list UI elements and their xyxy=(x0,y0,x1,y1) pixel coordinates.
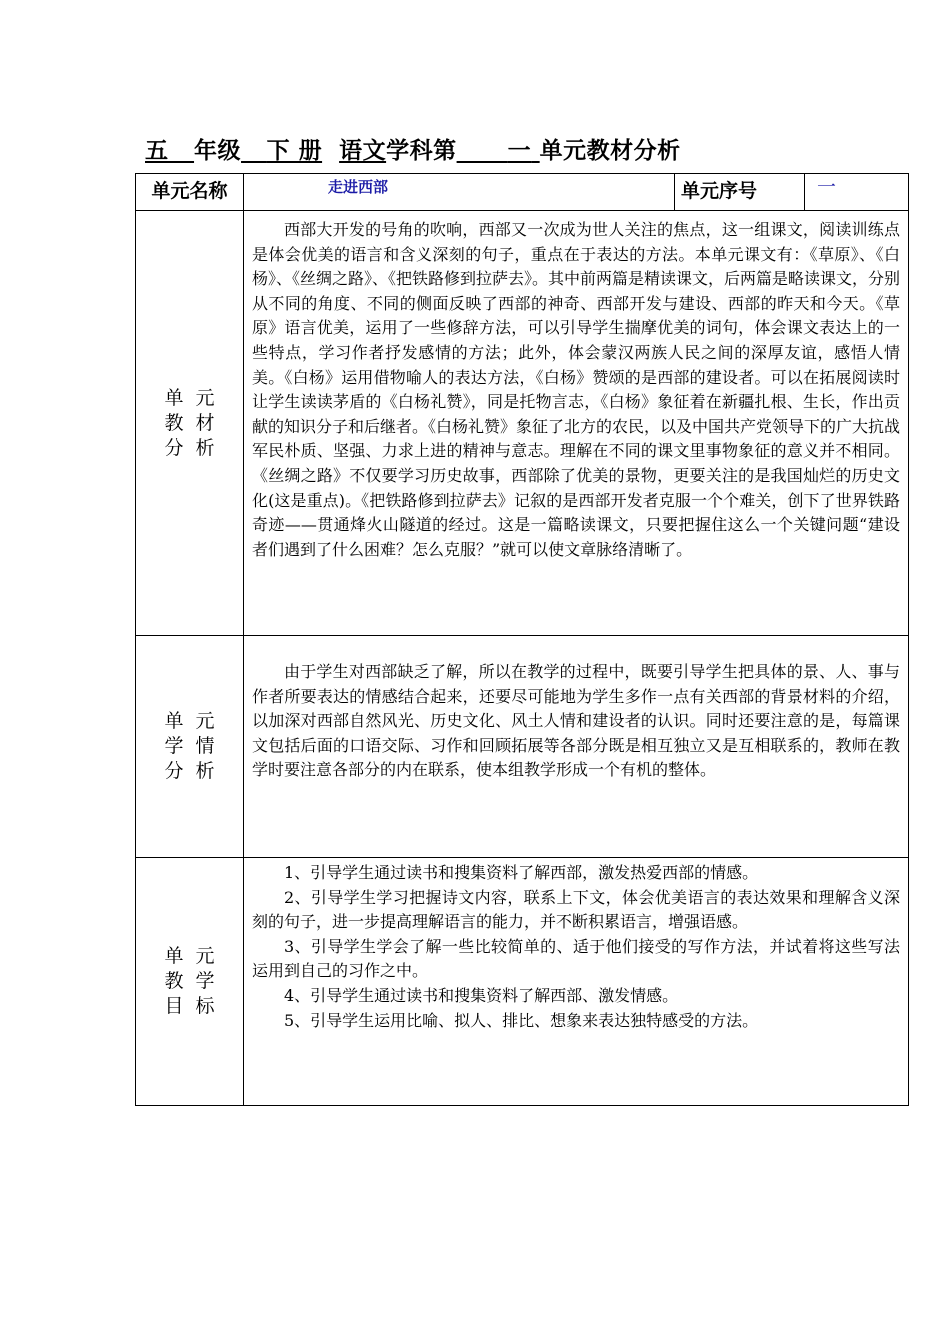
title-gap-4 xyxy=(457,134,508,168)
section-label-line: 单元 xyxy=(164,386,227,409)
title-gap-2 xyxy=(241,134,267,168)
section-label-line: 教材 xyxy=(164,411,227,434)
goal-item: 1、引导学生通过读书和搜集资料了解西部，激发热爱西部的情感。 xyxy=(284,863,759,882)
title-term: 下 册 xyxy=(266,138,323,164)
section-label-line: 目标 xyxy=(164,995,227,1017)
section-label-line: 分析 xyxy=(164,436,227,459)
title-gap-1 xyxy=(169,134,195,168)
unit-name-label: 单元名称 xyxy=(136,174,244,211)
section-row-goals xyxy=(136,858,909,1106)
section-label-line: 学情 xyxy=(164,735,227,757)
title-gap-5 xyxy=(531,134,540,168)
header-row xyxy=(136,174,909,211)
section-label-line: 分析 xyxy=(164,760,227,782)
section-row-material xyxy=(136,211,909,636)
goal-item: 2、引导学生学习把握诗文内容，联系上下文，体会优美语言的表达效果和理解含义深刻的句子，进一步提高理解语言的能力，并不断积累语言，增强语感。 xyxy=(252,887,900,932)
unit-number-label: 单元序号 xyxy=(675,174,805,211)
title-subject-suffix: 学科第 xyxy=(386,138,457,164)
section-label-line: 单元 xyxy=(164,945,227,967)
goal-item: 4、引导学生通过读书和搜集资料了解西部、激发情感。 xyxy=(284,985,679,1005)
page-title xyxy=(145,134,865,170)
goal-item: 3、引导学生学会了解一些比较简单的、适于他们接受的写作方法，并试着将这些写法运用到自己的习作之中。 xyxy=(252,936,900,981)
paragraph: 西部大开发的号角的吹响，西部又一次成为世人关注的焦点，这一组课文，阅读训练点是体会优美的语言和含义深刻的句子，重点在于表达的方法。本单元课文有：《草原》、《白杨》、《丝绸之路》、《把铁路修到拉萨去》。其中前两篇是精读课文，后两篇是略读课文，分别从不同的角度、不同的侧面反映了西部的神奇、西部开发与建设、西部的昨天和今天。《草原》语言优美，运用了一些修辞方法，可以引导学生揣摩优美的词句，体会课文表达上的一些特点，学习作者抒发感情的方法；此外，体会蒙汉两族人民之间的深厚友谊，感悟人情美。《白杨》运用借物喻人的表达方法，《白杨》赞颂的是西部的建设者。可以在拓展阅读时让学生读读茅盾的《白杨礼赞》，同是托物言志，《白杨》象征着在新疆扎根、生长，作出贡献的知识分子和后继者。《白杨礼赞》象征了北方的农民，以及中国共产党领导下的广大抗战军民朴质、坚强、力求上进的精神与意志。理解在不同的课文里事物象征的意义并不相同。《丝绸之路》不仅要学习历史故事，西部除了优美的景物，更要关注的是我国灿烂的历史文化(这是重点)。《把铁路修到拉萨去》记叙的是西部开发者克服一个个难关，创下了世界铁路奇迹——贯通烽火山隧道的经过。这是一篇略读课文，只要把握住这么一个关键问题“建设者们遇到了什么困难？怎么克服？”就可以使文章脉络清晰了。 xyxy=(252,220,901,559)
title-gap-3 xyxy=(322,134,339,168)
section-content-goals xyxy=(244,858,909,1106)
section-label-line: 单元 xyxy=(164,710,227,732)
section-label-material xyxy=(136,211,244,636)
title-suffix: 单元教材分析 xyxy=(539,138,681,164)
goal-item: 5、引导学生运用比喻、拟人、排比、想象来表达独特感受的方法。 xyxy=(284,1010,759,1030)
section-label-goals xyxy=(136,858,244,1106)
section-row-learners xyxy=(136,636,909,858)
paragraph: 由于学生对西部缺乏了解，所以在教学的过程中，既要引导学生把具体的景、人、事与作者所要表达的情感结合起来，还要尽可能地为学生多作一点有关西部的背景材料的介绍，以加深对西部自然风光、历史文化、风土人情和建设者的认识。同时还要注意的是，每篇课文包括后面的口语交际、习作和回顾拓展等各部分既是相互独立又是互相联系的，教师在教学时要注意各部分的内在联系，使本组教学形成一个有机的整体。 xyxy=(252,662,900,780)
unit-number-value: 一 xyxy=(805,174,909,211)
unit-name-value: 走进西部 xyxy=(244,174,675,211)
title-subject: 语文 xyxy=(339,138,387,164)
section-content-learners xyxy=(244,636,909,858)
title-grade: 五 xyxy=(145,138,169,164)
title-grade-suffix: 年级 xyxy=(194,138,242,164)
section-label-learners xyxy=(136,636,244,858)
section-label-line: 教学 xyxy=(164,970,227,992)
analysis-table xyxy=(135,173,909,1106)
title-unit: 一 xyxy=(507,138,532,164)
section-content-material xyxy=(244,211,909,636)
